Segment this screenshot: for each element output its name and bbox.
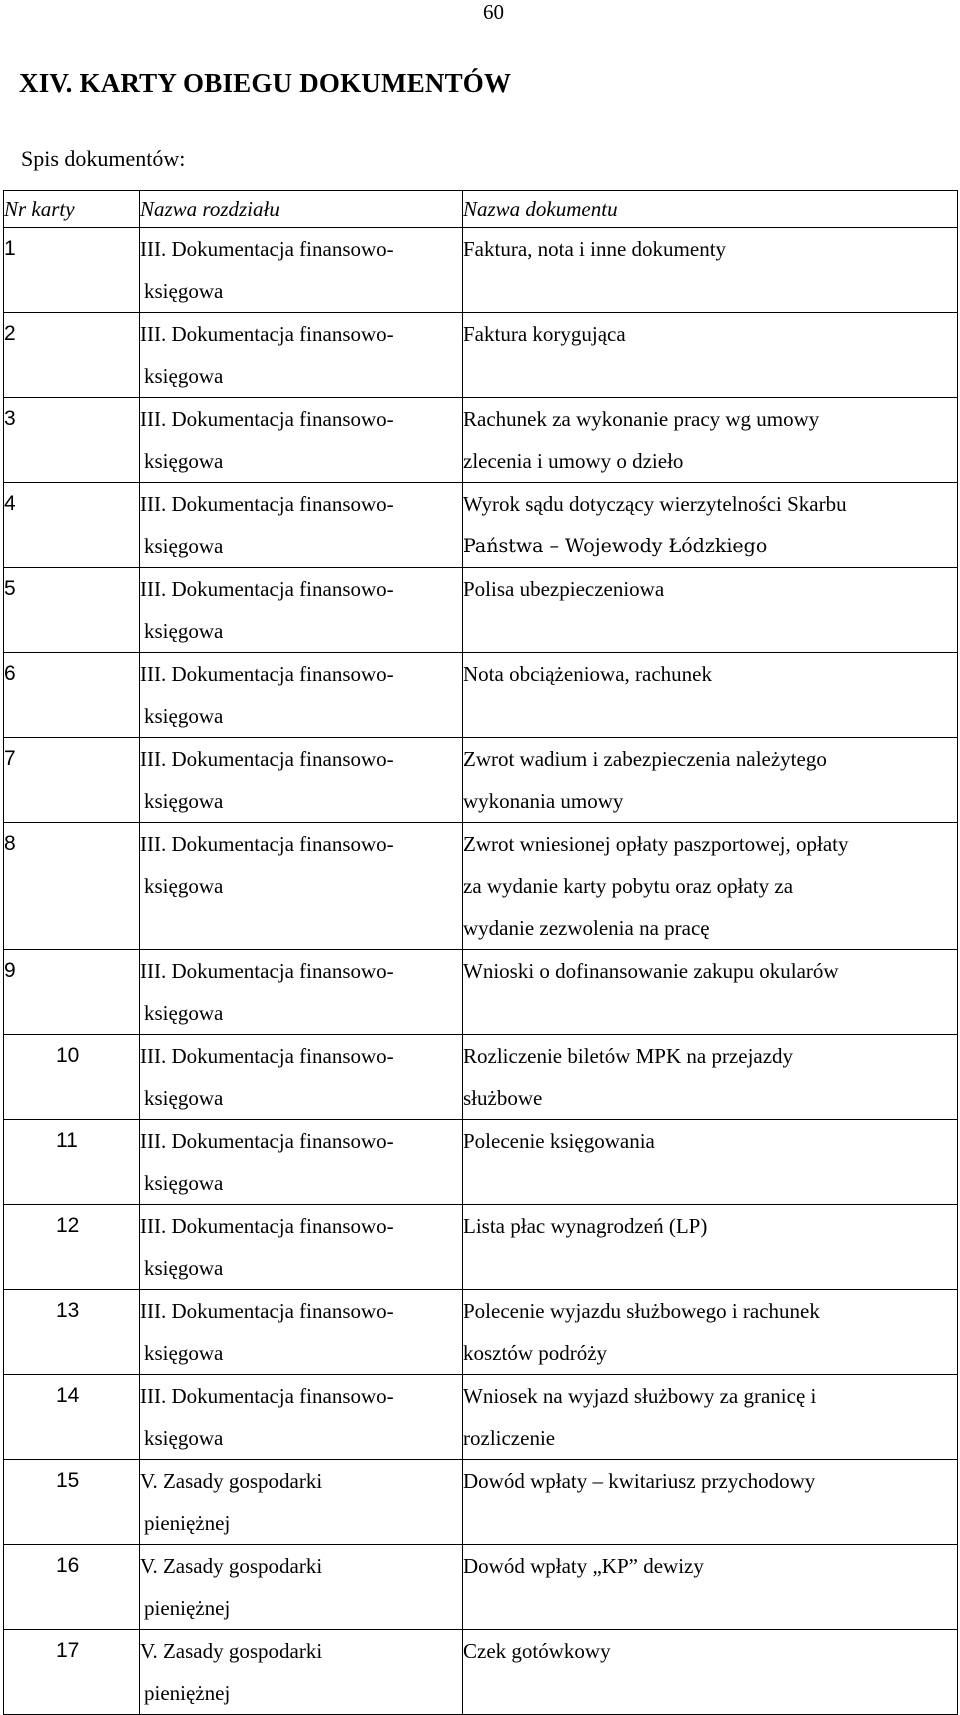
document-cell — [463, 823, 958, 950]
chapter-line: pieniężnej — [144, 1511, 231, 1535]
card-number-cell: 4 — [4, 483, 140, 568]
chapter-line: księgowa — [144, 1341, 224, 1365]
chapter-line: V. Zasady gospodarki — [140, 1639, 323, 1663]
document-cell — [463, 313, 958, 398]
document-cell — [463, 1545, 958, 1630]
column-header-document: Nazwa dokumentu — [463, 191, 958, 228]
document-line: Dowód wpłaty „KP” dewizy — [463, 1554, 704, 1578]
document-cell — [463, 228, 958, 313]
document-line: służbowe — [463, 1086, 543, 1110]
table-row — [4, 950, 958, 1035]
chapter-line: księgowa — [144, 789, 224, 813]
documents-list-label: Spis dokumentów: — [21, 146, 186, 171]
card-number-cell: 6 — [4, 653, 140, 738]
table-row — [4, 823, 958, 950]
document-line: za wydanie karty pobytu oraz opłaty za — [463, 874, 794, 898]
document-line: Rozliczenie biletów MPK na przejazdy — [463, 1044, 794, 1068]
document-line: Nota obciążeniowa, rachunek — [463, 662, 712, 686]
card-number-cell: 14 — [4, 1375, 140, 1460]
card-number-cell: 16 — [4, 1545, 140, 1630]
chapter-line: V. Zasady gospodarki — [140, 1554, 323, 1578]
chapter-cell — [140, 1460, 463, 1545]
chapter-line: III. Dokumentacja finansowo- — [140, 1214, 394, 1238]
document-line: Faktura korygująca — [463, 322, 626, 346]
chapter-line: księgowa — [144, 364, 224, 388]
document-line: Zwrot wadium i zabezpieczenia należytego — [463, 747, 827, 771]
documents-table — [3, 190, 958, 1715]
chapter-line: III. Dokumentacja finansowo- — [140, 959, 394, 983]
document-cell — [463, 1120, 958, 1205]
document-line: Polecenie księgowania — [463, 1129, 655, 1153]
table-row — [4, 228, 958, 313]
table-header-row — [4, 191, 958, 228]
chapter-line: księgowa — [144, 619, 224, 643]
document-cell — [463, 738, 958, 823]
table-row — [4, 398, 958, 483]
document-cell — [463, 1375, 958, 1460]
chapter-line: III. Dokumentacja finansowo- — [140, 1044, 394, 1068]
chapter-cell — [140, 950, 463, 1035]
chapter-line: III. Dokumentacja finansowo- — [140, 322, 394, 346]
table-row — [4, 1545, 958, 1630]
chapter-line: pieniężnej — [144, 1596, 231, 1620]
document-cell — [463, 1205, 958, 1290]
document-cell — [463, 950, 958, 1035]
document-line: Lista płac wynagrodzeń (LP) — [463, 1214, 708, 1238]
document-cell — [463, 653, 958, 738]
chapter-line: księgowa — [144, 534, 224, 558]
chapter-cell — [140, 1375, 463, 1460]
table-row — [4, 738, 958, 823]
document-line: Polisa ubezpieczeniowa — [463, 577, 665, 601]
chapter-cell — [140, 1545, 463, 1630]
chapter-line: III. Dokumentacja finansowo- — [140, 577, 394, 601]
chapter-line: księgowa — [144, 1256, 224, 1280]
document-line: Polecenie wyjazdu służbowego i rachunek — [463, 1299, 820, 1323]
document-line: Zwrot wniesionej opłaty paszportowej, opłaty — [463, 832, 849, 856]
card-number-cell: 1 — [4, 228, 140, 313]
card-number-cell: 2 — [4, 313, 140, 398]
chapter-line: pieniężnej — [144, 1681, 231, 1705]
chapter-cell — [140, 1035, 463, 1120]
card-number-cell: 3 — [4, 398, 140, 483]
chapter-cell — [140, 1205, 463, 1290]
chapter-cell — [140, 738, 463, 823]
document-cell — [463, 398, 958, 483]
chapter-line: III. Dokumentacja finansowo- — [140, 1299, 394, 1323]
chapter-line: III. Dokumentacja finansowo- — [140, 1129, 394, 1153]
chapter-cell — [140, 823, 463, 950]
chapter-line: III. Dokumentacja finansowo- — [140, 237, 394, 261]
document-cell — [463, 483, 958, 568]
chapter-line: księgowa — [144, 1001, 224, 1025]
document-line: Wnioski o dofinansowanie zakupu okularów — [463, 959, 839, 983]
chapter-line: III. Dokumentacja finansowo- — [140, 1384, 394, 1408]
card-number-cell: 5 — [4, 568, 140, 653]
document-line: Wniosek na wyjazd służbowy za granicę i — [463, 1384, 817, 1408]
chapter-line: III. Dokumentacja finansowo- — [140, 492, 394, 516]
document-cell — [463, 1290, 958, 1375]
table-row — [4, 1630, 958, 1715]
chapter-cell — [140, 653, 463, 738]
table-row — [4, 483, 958, 568]
chapter-line: III. Dokumentacja finansowo- — [140, 747, 394, 771]
table-row — [4, 1205, 958, 1290]
section-heading: XIV. KARTY OBIEGU DOKUMENTÓW — [19, 68, 512, 98]
chapter-cell — [140, 398, 463, 483]
table-row — [4, 1120, 958, 1205]
chapter-line: księgowa — [144, 1426, 224, 1450]
chapter-cell — [140, 228, 463, 313]
document-line: Rachunek za wykonanie pracy wg umowy — [463, 407, 820, 431]
column-header-card-number: Nr karty — [4, 191, 140, 228]
chapter-line: księgowa — [144, 279, 224, 303]
page-number: 60 — [483, 0, 504, 24]
card-number-cell: 13 — [4, 1290, 140, 1375]
document-cell — [463, 1035, 958, 1120]
card-number-cell: 17 — [4, 1630, 140, 1715]
chapter-line: księgowa — [144, 1086, 224, 1110]
chapter-cell — [140, 483, 463, 568]
table-row — [4, 1290, 958, 1375]
chapter-line: księgowa — [144, 874, 224, 898]
chapter-line: księgowa — [144, 704, 224, 728]
card-number-cell: 10 — [4, 1035, 140, 1120]
document-line: Dowód wpłaty – kwitariusz przychodowy — [463, 1469, 816, 1493]
card-number-cell: 9 — [4, 950, 140, 1035]
chapter-line: księgowa — [144, 1171, 224, 1195]
chapter-line: III. Dokumentacja finansowo- — [140, 407, 394, 431]
table-row — [4, 568, 958, 653]
chapter-line: III. Dokumentacja finansowo- — [140, 832, 394, 856]
card-number-cell: 12 — [4, 1205, 140, 1290]
chapter-cell — [140, 1120, 463, 1205]
table-row — [4, 1375, 958, 1460]
card-number-cell: 8 — [4, 823, 140, 950]
document-line: kosztów podróży — [463, 1341, 608, 1365]
document-line: wykonania umowy — [463, 789, 624, 813]
chapter-cell — [140, 1290, 463, 1375]
chapter-cell — [140, 313, 463, 398]
table-row — [4, 1035, 958, 1120]
document-line: zlecenia i umowy o dzieło — [463, 449, 684, 473]
document-cell — [463, 568, 958, 653]
chapter-line: V. Zasady gospodarki — [140, 1469, 323, 1493]
table-row — [4, 653, 958, 738]
document-line: rozliczenie — [463, 1426, 556, 1450]
document-cell — [463, 1630, 958, 1715]
chapter-line: III. Dokumentacja finansowo- — [140, 662, 394, 686]
document-line: Czek gotówkowy — [463, 1639, 611, 1663]
document-line: Państwa – Wojewody Łódzkiego — [463, 535, 768, 557]
card-number-cell: 11 — [4, 1120, 140, 1205]
document-line: Faktura, nota i inne dokumenty — [463, 237, 727, 261]
table-body — [4, 228, 958, 1715]
document-cell — [463, 1460, 958, 1545]
chapter-line: księgowa — [144, 449, 224, 473]
document-line: wydanie zezwolenia na pracę — [463, 916, 710, 940]
table-row — [4, 1460, 958, 1545]
card-number-cell: 7 — [4, 738, 140, 823]
column-header-chapter: Nazwa rozdziału — [140, 191, 463, 228]
table-row — [4, 313, 958, 398]
card-number-cell: 15 — [4, 1460, 140, 1545]
chapter-cell — [140, 1630, 463, 1715]
chapter-cell — [140, 568, 463, 653]
document-line: Wyrok sądu dotyczący wierzytelności Skarbu — [463, 492, 847, 516]
